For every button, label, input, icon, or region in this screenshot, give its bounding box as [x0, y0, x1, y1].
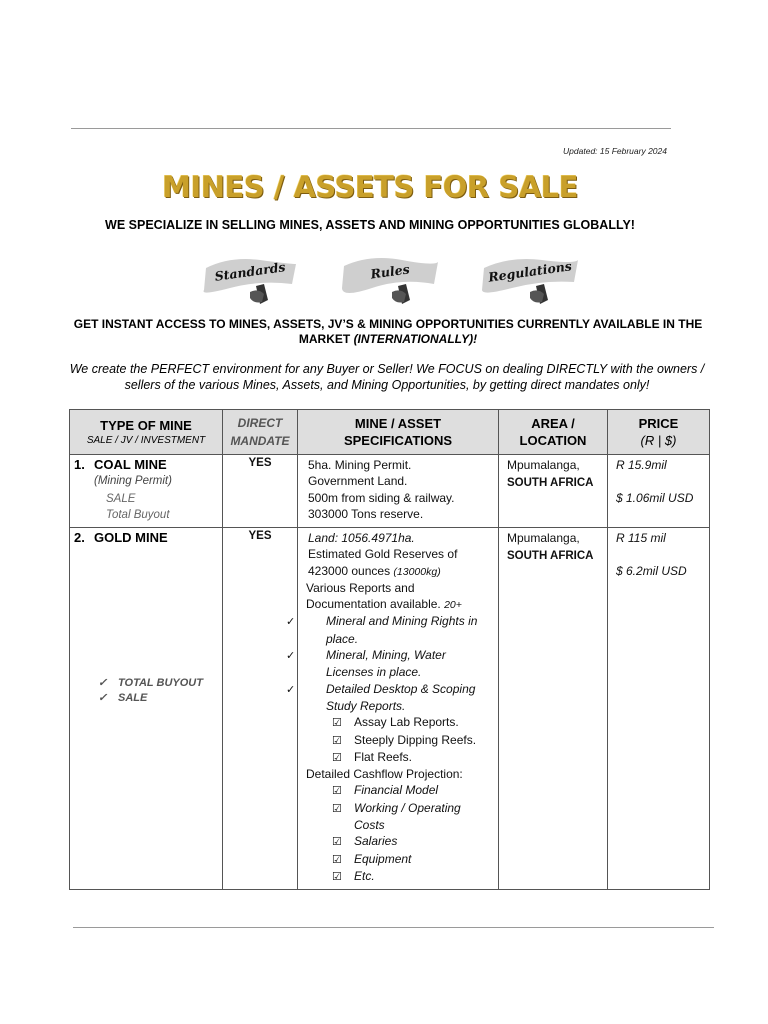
spec-box-item	[306, 749, 494, 766]
updated-date: Updated: 15 February 2024	[563, 146, 667, 156]
spec-tick-item	[286, 681, 494, 715]
area-region: Mpumalanga,	[507, 531, 580, 545]
badge-rules	[340, 250, 440, 308]
spec-cell	[286, 528, 499, 890]
badge-row	[200, 250, 580, 308]
mine-name	[74, 530, 218, 546]
badge-standards	[200, 250, 300, 308]
spec-box-text: Equipment	[354, 851, 412, 866]
spec-reserves	[306, 546, 494, 580]
mandate-value: YES	[248, 457, 272, 469]
spec-box-item	[306, 714, 494, 731]
spec-box-text: Etc.	[354, 868, 375, 883]
spec-tick-item	[286, 613, 494, 647]
badge-regulations	[480, 250, 580, 308]
area-country: SOUTH AFRICA	[507, 477, 594, 489]
spec-line: 5ha. Mining Permit.	[308, 458, 412, 472]
price-rand: R 115 mil	[616, 531, 666, 545]
table-row	[70, 528, 710, 890]
badge-label: Standards	[213, 259, 287, 284]
spec-box-item	[306, 868, 494, 885]
header-type	[70, 410, 223, 455]
permit-note: (Mining Permit)	[94, 475, 172, 487]
checked-box-icon: ☑	[332, 836, 342, 849]
page-subtitle: WE SPECIALIZE IN SELLING MINES, ASSETS AND MINING OPPORTUNITIES GLOBALLY!	[105, 218, 635, 232]
spec-box-text: Assay Lab Reports.	[354, 715, 459, 730]
price-cell	[608, 455, 710, 528]
access-emphasis: (INTERNATIONALLY)!	[353, 332, 478, 346]
spec-box-item	[306, 800, 494, 834]
spec-box-text: Steeply Dipping Reefs.	[354, 732, 477, 747]
price-usd: $ 6.2mil USD	[616, 564, 687, 578]
spec-box-item	[306, 833, 494, 850]
mine-name-text: COAL MINE	[94, 457, 167, 472]
header-type-label: TYPE OF MINE	[100, 418, 192, 433]
spec-reserves-text: Estimated Gold Reserves of 423000 ounces	[308, 547, 458, 578]
spec-box-item	[306, 851, 494, 868]
check-icon: ✓	[286, 616, 296, 629]
badge-label: Regulations	[487, 258, 573, 285]
spec-line: Government Land.	[308, 474, 408, 489]
spec-box-text: Financial Model	[354, 783, 439, 798]
access-heading	[70, 317, 706, 347]
intro-paragraph: We create the PERFECT environment for any Buyer or Seller! We FOCUS on dealing DIRECTLY with the owners / sellers of the various Mines, Assets, and Mining Opportunities, by getting direct mandates only!	[69, 362, 705, 392]
header-direct-label: DIRECT	[237, 416, 283, 430]
header-price-label: PRICE	[638, 416, 679, 431]
header-price-currency: (R | $)	[640, 433, 677, 448]
header-area	[499, 410, 608, 455]
deal-check-item: SALE	[118, 692, 148, 704]
check-icon: ✓	[286, 650, 296, 663]
row-number: 2.	[74, 530, 85, 545]
mine-name	[74, 457, 218, 473]
row-number: 1.	[74, 457, 85, 472]
table-row	[70, 455, 710, 528]
mandate-cell	[223, 528, 298, 890]
header-price	[608, 410, 710, 455]
spec-line: 500m from siding & railway.	[308, 490, 455, 505]
mine-type-cell	[70, 528, 223, 890]
badge-label: Rules	[369, 261, 411, 282]
checked-box-icon: ☑	[332, 717, 342, 730]
check-icon: ✓	[98, 692, 108, 704]
mine-name-text: GOLD MINE	[94, 530, 168, 545]
spec-cell	[298, 455, 499, 528]
header-area-label: AREA /	[531, 416, 575, 431]
checked-box-icon: ☑	[332, 734, 342, 747]
deal-type: SALE	[106, 493, 136, 505]
page-title: MINES / ASSETS FOR SALE	[162, 170, 578, 204]
spec-box-item	[306, 732, 494, 749]
spec-tick-text: Detailed Desktop & Scoping Study Reports.	[326, 681, 476, 713]
spec-reports-text: Various Reports and Documentation available.	[306, 580, 445, 612]
top-divider	[71, 128, 671, 129]
spec-reports	[306, 580, 494, 614]
checked-box-icon: ☑	[332, 785, 342, 798]
table-header-row	[70, 410, 710, 455]
header-direct-mandate	[223, 410, 298, 455]
price-rand: R 15.9mil	[616, 458, 667, 472]
price-usd: $ 1.06mil USD	[616, 491, 694, 505]
mines-table	[69, 409, 710, 890]
header-spec-label: MINE / ASSET	[354, 416, 442, 431]
bottom-divider	[73, 927, 714, 928]
area-cell	[499, 528, 608, 890]
access-text: GET INSTANT ACCESS TO MINES, ASSETS, JV’S & MINING OPPORTUNITIES CURRENTLY AVAILABLE IN THE MARKET	[73, 317, 703, 346]
checked-box-icon: ☑	[332, 853, 342, 866]
checked-box-icon: ☑	[332, 802, 342, 815]
deal-subtype: Total Buyout	[106, 509, 170, 521]
header-specifications	[298, 410, 499, 455]
spec-line: 303000 Tons reserve.	[308, 506, 424, 521]
deal-check-item: TOTAL BUYOUT	[118, 677, 203, 689]
check-icon: ✓	[98, 677, 108, 689]
spec-land: Land: 1056.4971ha.	[308, 531, 415, 545]
spec-box-text: Flat Reefs.	[354, 749, 413, 764]
spec-tick-text: Mineral and Mining Rights in place.	[326, 614, 478, 646]
check-icon: ✓	[286, 683, 296, 696]
spec-tick-item	[286, 647, 494, 681]
mandate-value: YES	[248, 530, 272, 542]
spec-box-item	[306, 782, 494, 799]
header-spec-label-2: SPECIFICATIONS	[343, 433, 453, 448]
deal-checklist	[74, 676, 218, 706]
spec-tick-text: Mineral, Mining, Water Licenses in place.	[326, 648, 446, 680]
spec-box-text: Salaries	[354, 834, 398, 849]
area-cell	[499, 455, 608, 528]
header-location-label: LOCATION	[519, 433, 587, 448]
header-mandate-label: MANDATE	[230, 434, 290, 448]
spec-box-text: Working / Operating Costs	[354, 800, 461, 833]
mine-type-cell	[70, 455, 223, 528]
checked-box-icon: ☑	[332, 870, 342, 883]
checked-box-icon: ☑	[332, 751, 342, 764]
spec-reserves-kg: (13000kg)	[393, 565, 441, 578]
spec-cashflow: Detailed Cashflow Projection:	[306, 767, 463, 782]
price-cell	[608, 528, 710, 890]
header-type-sub: SALE / JV / INVESTMENT	[86, 435, 206, 446]
area-country: SOUTH AFRICA	[507, 550, 594, 562]
area-region: Mpumalanga,	[507, 458, 580, 472]
mandate-cell	[223, 455, 298, 528]
spec-reports-count: 20+	[444, 599, 462, 612]
